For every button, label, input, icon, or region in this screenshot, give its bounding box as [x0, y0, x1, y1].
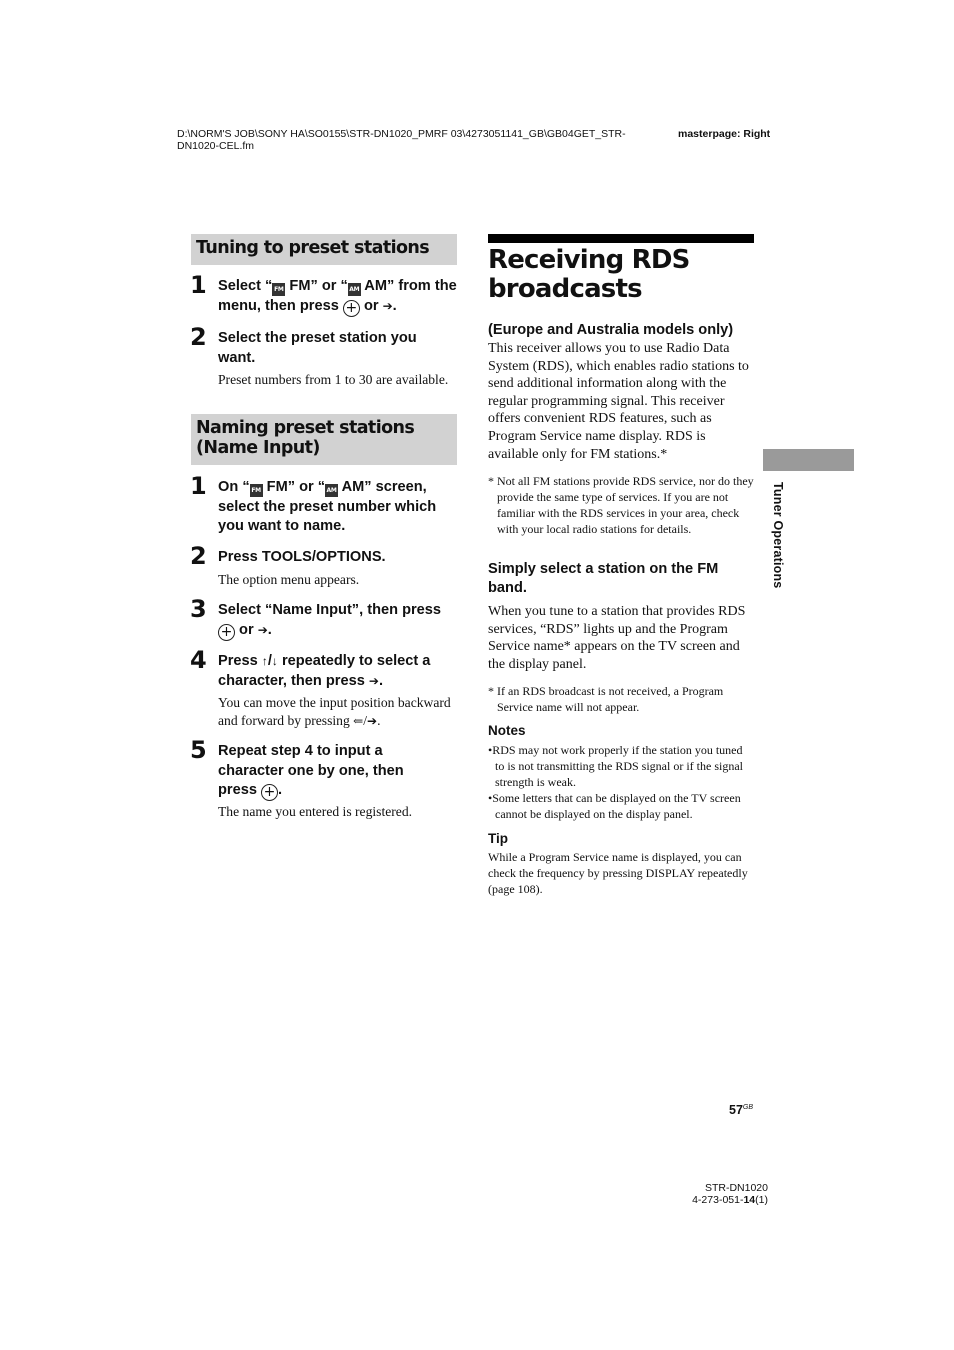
step-text: Select “Name Input”, then press + or ➔. [218, 602, 442, 640]
page-number: $57^{GB}$ [729, 1103, 754, 1117]
side-tab-label: Tuner Operations [771, 482, 785, 589]
step-text: Repeat step 4 to input a character one by one, then press + . [218, 743, 404, 800]
rds-intro: This receiver allows you to use Radio Data System (RDS), which enables radio stations to send additional information along with the regular programming signal. This receiver offers convenient RDS features, such as Program Service name display. RDS is available only for FM stations.* [488, 341, 749, 462]
step-number: 5 [190, 736, 207, 764]
step-text: Select the preset station you want. [218, 330, 417, 366]
footer-model: STR-DN1020 4-273-051-14(1) [692, 1182, 768, 1206]
subheading-simply-select: Simply select a station on the FM band. [488, 561, 719, 596]
list-item: •Some letters that can be displayed on the TV screen cannot be displayed on the display panel. [488, 791, 741, 821]
fm-icon: FM [250, 484, 263, 497]
region-note: (Europe and Australia models only) [488, 322, 734, 338]
section-tab-marker [763, 449, 854, 471]
step-number: 1 [190, 271, 207, 299]
file-path [177, 128, 677, 152]
arrow-right-icon: ➔ [382, 298, 393, 313]
step-number: 4 [190, 646, 207, 674]
arrow-down-icon: ↓ [271, 654, 278, 668]
step-text: On “ FM FM” or “AM AM” screen, select the preset number which you want to name. [218, 479, 437, 534]
section-heading-tuning: Tuning to preset stations [191, 234, 457, 265]
list-item: •RDS may not work properly if the station you tuned to is not transmitting the RDS signal or if the signal strength is weak. [488, 743, 743, 789]
arrow-left-icon: ⇐ [353, 714, 364, 728]
section-heading-naming: Naming preset stations (Name Input) [191, 414, 457, 465]
step-number: 2 [190, 323, 207, 351]
step-description: Preset numbers from 1 to 30 are available. [218, 372, 449, 387]
step-description: The name you entered is registered. [218, 804, 413, 819]
file-path-line2: DN1020-CEL.fm [177, 140, 255, 152]
step-number: 2 [190, 542, 207, 570]
step-number: 3 [190, 595, 207, 623]
am-icon: AM [348, 283, 361, 296]
title-rule [488, 234, 754, 243]
file-path-line1: D:\NORM'S JOB\SONY HA\SO0155\STR-DN1020_PMRF 03\4273051141_GB\GB04GET_STR- [177, 128, 626, 140]
arrow-right-icon: ➔ [257, 622, 268, 637]
arrow-up-icon: ↑ [261, 654, 268, 668]
step-description: You can move the input position backward and forward by pressing ⇐/➔. [218, 695, 451, 728]
am-icon: AM [325, 484, 338, 497]
enter-button-icon: + [343, 300, 360, 317]
arrow-right-icon: ➔ [367, 714, 378, 728]
footnote: * If an RDS broadcast is not received, a Program Service name will not appear. [488, 684, 724, 714]
tip-heading: Tip [488, 831, 508, 846]
masterpage-label: masterpage: Right [678, 128, 771, 140]
step-text: Press TOOLS/OPTIONS. [218, 549, 386, 565]
page-title: Receiving RDS broadcasts [488, 245, 690, 304]
footnote: * Not all FM stations provide RDS service, nor do they provide the same type of services. If you are not familiar with the RDS services in your area, check with your local radio stations for details. [488, 474, 754, 536]
notes-list [488, 742, 754, 822]
step-text: Press ↑/↓ repeatedly to select a character, then press ➔. [218, 653, 431, 689]
notes-heading: Notes [488, 723, 526, 738]
enter-button-icon: + [261, 784, 278, 801]
enter-button-icon: + [218, 624, 235, 641]
fm-icon: FM [272, 283, 285, 296]
step-text: Select “ FM FM” or “AM AM” from the menu, then press + or ➔. [218, 278, 457, 316]
step-description: The option menu appears. [218, 572, 360, 587]
tip-body: While a Program Service name is displayed, you can check the frequency by pressing DISPLAY repeatedly (page 108). [488, 850, 748, 896]
arrow-right-icon: ➔ [368, 673, 379, 688]
step-number: 1 [190, 472, 207, 500]
simply-select-body: When you tune to a station that provides RDS services, “RDS” lights up and the Program Service name* appears on the TV screen and the display panel. [488, 604, 746, 672]
